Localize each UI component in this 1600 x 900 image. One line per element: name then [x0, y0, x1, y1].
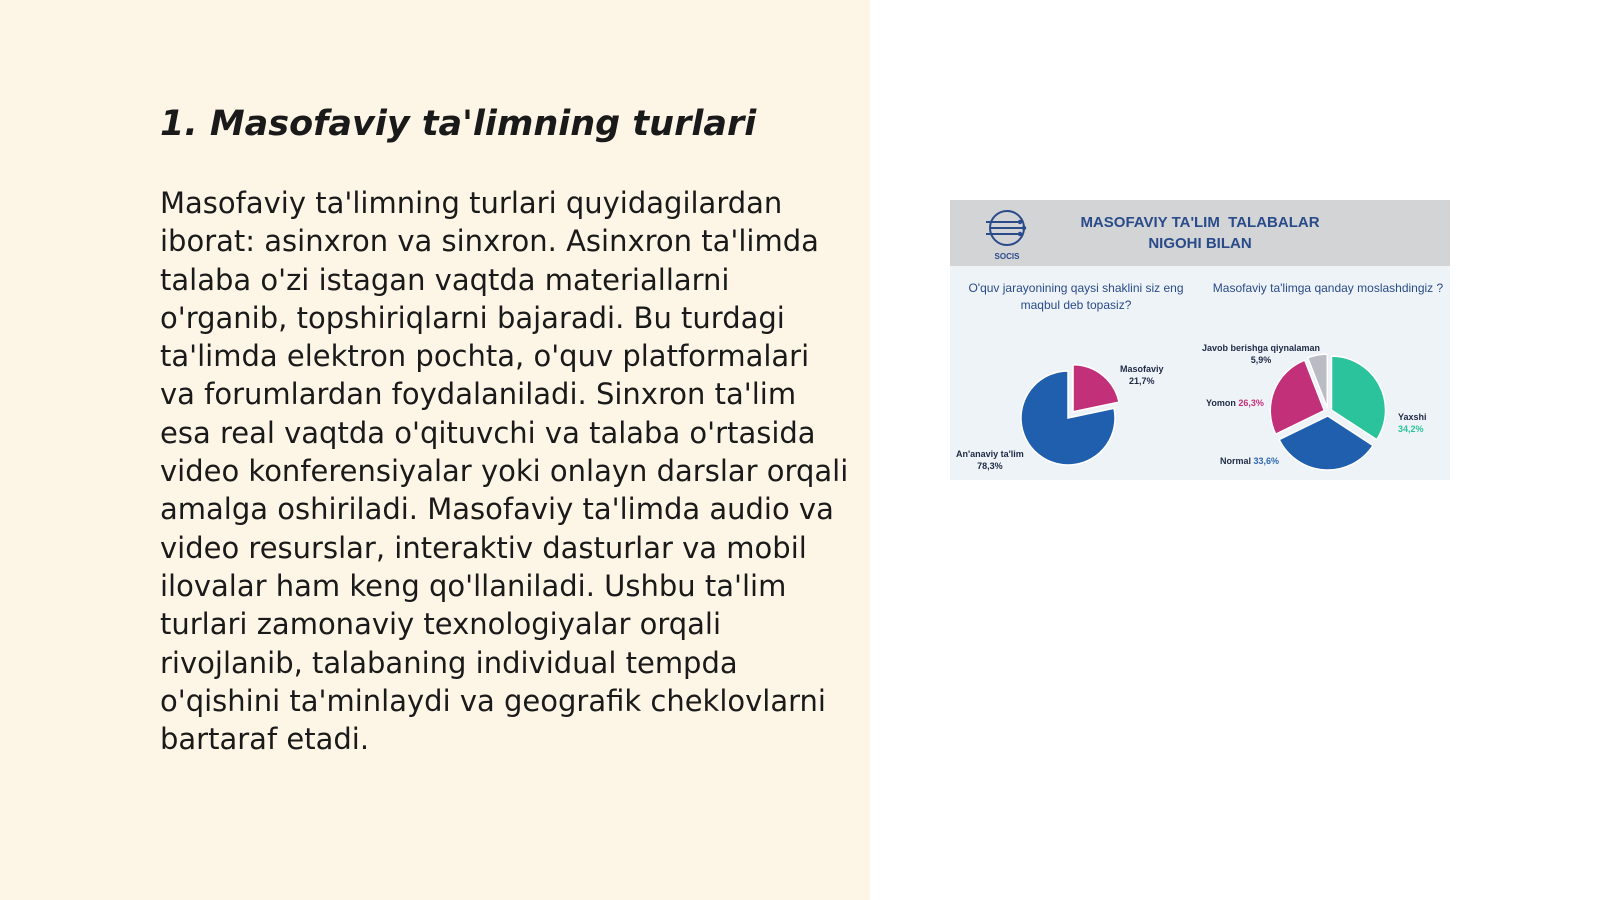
label-ananaviy-name: An'anaviy ta'lim [956, 449, 1024, 459]
label-normal-name: Normal [1220, 456, 1252, 466]
infographic-title [1040, 212, 1360, 254]
label-yomon [1206, 397, 1264, 409]
label-normal-value: 33,6% [1253, 456, 1280, 466]
pie1-slice-masofaviy [1073, 365, 1119, 412]
label-masofaviy-name: Masofaviy [1120, 364, 1164, 374]
label-ananaviy-value: 78,3% [977, 461, 1003, 471]
label-yomon-value: 26,3% [1238, 398, 1264, 408]
survey-infographic [950, 200, 1450, 480]
question-preferred-form: O'quv jarayonining qaysi shaklini siz eng maqbul deb topasiz? [968, 281, 1184, 312]
label-yaxshi [1398, 411, 1427, 435]
label-ananaviy [956, 448, 1024, 472]
label-javob-name: Javob berishga qiynalaman [1202, 343, 1321, 353]
slide-title: 1. Masofaviy ta'limning turlari [160, 104, 757, 144]
pie-charts [950, 340, 1450, 480]
label-javob-value: 5,9% [1250, 355, 1272, 365]
label-yomon-name: Yomon [1206, 398, 1236, 408]
slide-body-text: Masofaviy ta'limning turlari quyidagilardan iborat: asinxron va sinxron. Asinxron ta'limda talaba o'zi istagan vaqtda materiallarni o'rganib, topshiriqlarni bajaradi. Bu turdagi ta'limda elektron pochta, o'quv platformalari va forumlardan foydalaniladi. Sinxron ta'lim esa real vaqtda o'qituvchi va talaba o'rtasida video konferensiyalar yoki onlayn darslar orqali amalga oshiriladi. Masofaviy ta'limda audio va video resurslar, interaktiv dasturlar va mobil ilovalar ham keng qo'llaniladi. Ushbu ta'lim turlari zamonaviy texnologiyalar orqali rivojlanib, talabaning individual tempda o'qishini ta'minlaydi va geografik cheklovlarni bartaraf etadi. [160, 186, 849, 757]
socis-logo-icon [982, 208, 1032, 262]
label-masofaviy [1120, 363, 1164, 387]
label-masofaviy-value: 21,7% [1129, 376, 1155, 386]
label-javob [1202, 342, 1320, 366]
label-yaxshi-name: Yaxshi [1398, 412, 1427, 422]
infographic-title-line-1: MASOFAVIY TA'LIM TALABALAR [1080, 214, 1320, 231]
infographic-title-line-2: NIGOHI BILAN [1148, 235, 1252, 252]
logo-text: SOCIS [994, 252, 1020, 261]
label-normal [1220, 455, 1279, 467]
label-yaxshi-value: 34,2% [1398, 424, 1424, 434]
question-adaptation: Masofaviy ta'limga qanday moslashdingiz ? [1212, 281, 1444, 295]
